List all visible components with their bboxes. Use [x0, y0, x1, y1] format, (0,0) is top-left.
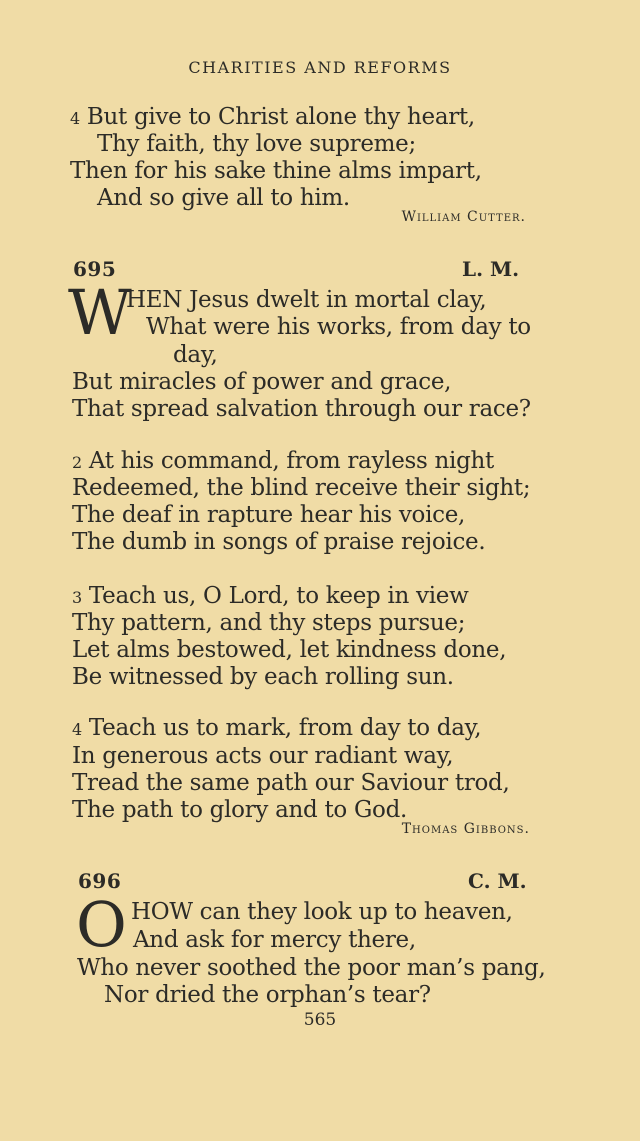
verse-line: The path to glory and to God.	[72, 797, 408, 823]
verse-line: day,	[173, 342, 218, 368]
verse-line: Nor dried the orphan’s tear?	[104, 982, 431, 1008]
drop-cap: W	[68, 276, 132, 349]
author-credit: William Cutter.	[401, 209, 526, 225]
verse-line: The deaf in rapture hear his voice,	[72, 502, 466, 528]
stanza-line	[72, 582, 468, 612]
verse-line: HEN Jesus dwelt in mortal clay,	[126, 287, 487, 313]
verse-line: And so give all to him.	[97, 185, 350, 211]
verse-line: HOW can they look up to heaven,	[131, 899, 513, 925]
verse-line: Tread the same path our Saviour trod,	[72, 770, 510, 796]
running-header: CHARITIES AND REFORMS	[188, 58, 452, 77]
verse-line: What were his works, from day to	[146, 314, 531, 340]
stanza-line	[72, 447, 494, 477]
hymn-meter: L. M.	[462, 257, 520, 281]
hymn-number: 695	[73, 257, 117, 281]
verse-line: That spread salvation through our race?	[72, 396, 531, 422]
verse-text: But give to Christ alone thy heart,	[86, 104, 475, 130]
verse-line: But miracles of power and grace,	[72, 369, 452, 395]
stanza-number: 3	[72, 588, 82, 607]
verse-line: Thy faith, thy love supreme;	[97, 131, 416, 157]
verse-line: Let alms bestowed, let kindness done,	[72, 637, 507, 663]
verse-text: Teach us to mark, from day to day,	[88, 715, 482, 741]
page-number: 565	[303, 1010, 337, 1030]
verse-line: Be witnessed by each rolling sun.	[72, 664, 454, 690]
stanza-number: 4	[72, 720, 82, 739]
stanza-line	[70, 103, 475, 133]
drop-cap: O	[76, 888, 127, 961]
hymn-number: 696	[78, 869, 122, 893]
verse-text: Teach us, O Lord, to keep in view	[88, 583, 469, 609]
verse-line: In generous acts our radiant way,	[72, 743, 454, 769]
verse-text: At his command, from rayless night	[88, 448, 494, 474]
verse-line: Then for his sake thine alms impart,	[70, 158, 482, 184]
verse-line: Redeemed, the blind receive their sight;	[72, 475, 531, 501]
stanza-number: 4	[70, 109, 80, 128]
verse-line: Thy pattern, and thy steps pursue;	[72, 610, 466, 636]
stanza-line	[72, 714, 481, 744]
stanza-number: 2	[72, 453, 82, 472]
verse-line: And ask for mercy there,	[133, 927, 416, 953]
verse-line: The dumb in songs of praise rejoice.	[72, 529, 486, 555]
author-credit: Thomas Gibbons.	[401, 821, 530, 837]
verse-line: Who never soothed the poor man’s pang,	[77, 955, 546, 981]
hymn-meter: C. M.	[468, 869, 527, 893]
